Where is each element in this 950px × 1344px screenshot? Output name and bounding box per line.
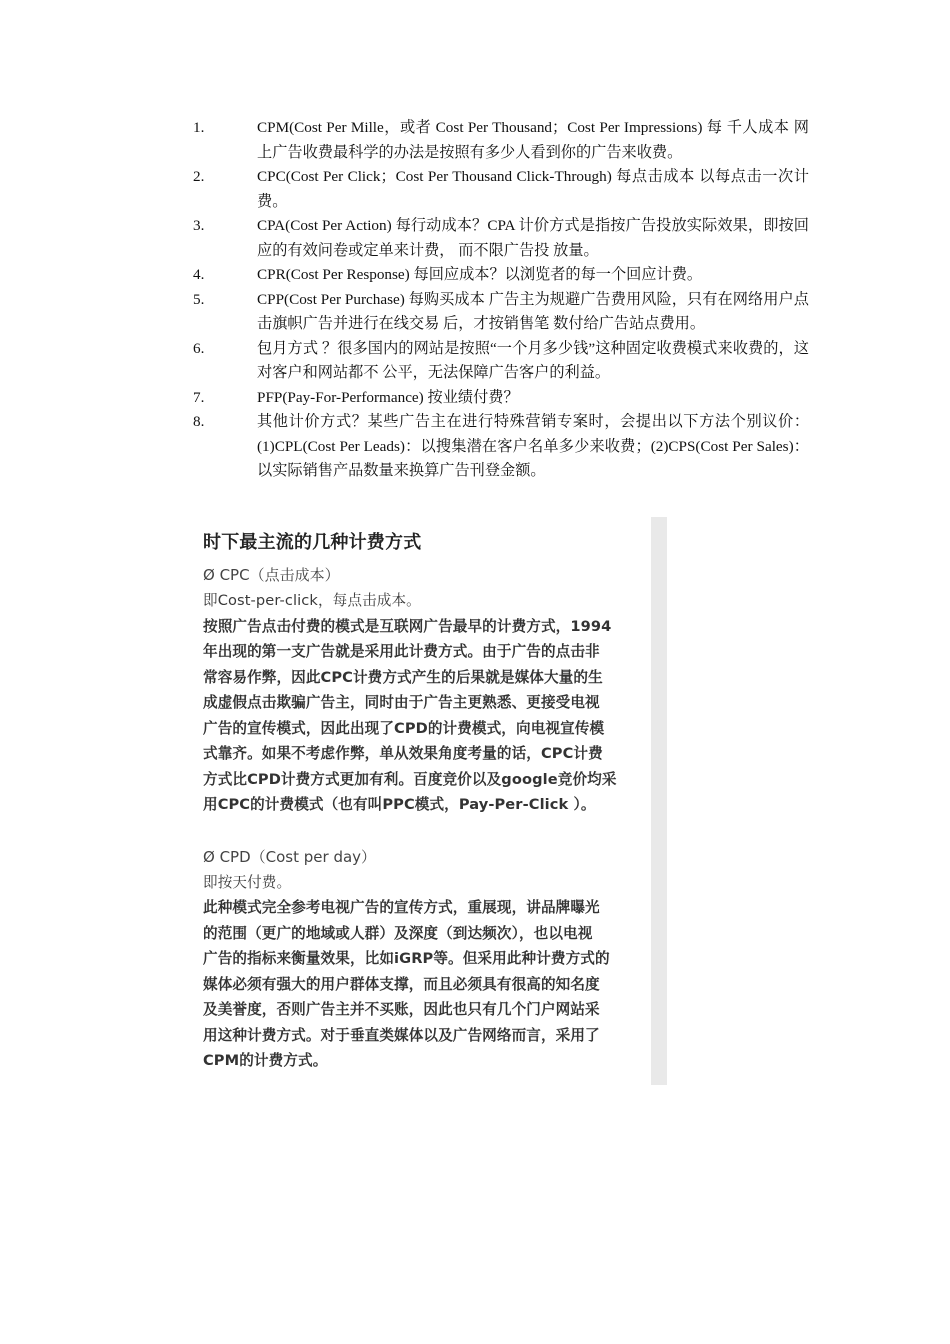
cpd-line: 用这种计费方式。对于垂直类媒体以及广告网络而言，采用了 (203, 1026, 600, 1044)
list-item-7 (193, 386, 813, 411)
cpd-line: 广告的指标来衡量效果，比如iGRP等。但采用此种计费方式的 (203, 950, 610, 967)
item-number: 4. (193, 266, 205, 283)
cpd-line: 及美誉度，否则广告主并不买账，因此也只有几个门户网站采 (203, 1001, 600, 1018)
item-number: 3. (193, 217, 205, 234)
list-item-5 (193, 288, 813, 337)
item-text: CPC(Cost Per Click；Cost Per Thousand Click-Through) 每点击成本 以每点击一次计费。 (257, 168, 809, 210)
pricing-methods-list (193, 116, 813, 484)
item-text: CPM(Cost Per Mille，或者 Cost Per Thousand；Cost Per Impressions) 每 千人成本 网上广告收费最科学的办法是按照有多少人看到你的广告来收费。 (257, 119, 809, 161)
screenshot-content (203, 517, 643, 1074)
cpc-line: 广告的宣传模式，因此出现了CPD的计费模式，向电视宣传模 (203, 719, 605, 737)
cpc-line: 年出现的第一支广告就是采用此计费方式。由于广告的点击非 (203, 643, 600, 660)
list-item-2 (193, 165, 813, 214)
item-number: 2. (193, 168, 205, 185)
item-number: 6. (193, 339, 205, 357)
item-text: 包月方式 ？很多国内的网站是按照“一个月多少钱”这种固定收费模式来收费的，这 对客户和网站都不 公平，无法保障广告客户的利益。 (257, 339, 809, 381)
cpd-line: 此种模式完全参考电视广告的宣传方式，重展现，讲品牌曝光 (203, 899, 600, 916)
cpd-line: 即按天付费。 (203, 873, 292, 891)
item-number: 7. (193, 388, 205, 406)
cpd-line: CPM的计费方式。 (203, 1052, 328, 1069)
panel-heading: 时下最主流的几种计费方式 (203, 532, 422, 553)
section-gap (203, 818, 643, 844)
item-text: 其他计价方式？某些广告主在进行特殊营销专案时，会提出以下方法个别议价：(1)CPL(Cost Per Leads)：以搜集潜在客户名单多少来收费；(2)CPS(Cost Per Sales)：以实际销售产品数量来换算广告刊登金额。 (257, 413, 809, 479)
cpc-line: 成虚假点击欺骗广告主，同时由于广告主更熟悉、更接受电视 (203, 694, 600, 711)
cpd-heading: Ø CPD（Cost per day） (203, 847, 377, 866)
embedded-screenshot (193, 517, 667, 1085)
item-text: CPA(Cost Per Action) 每行动成本？CPA 计价方式是指按广告投放实际效果，即按回应的有效问卷或定单来计费， 而不限广告投 放量。 (257, 217, 809, 259)
cpd-line: 媒体必须有强大的用户群体支撑，而且必须具有很高的知名度 (203, 975, 600, 993)
cpc-heading: Ø CPC（点击成本） (203, 566, 340, 584)
item-number: 5. (193, 290, 205, 308)
list-item-6 (193, 337, 813, 386)
list-item-3 (193, 214, 813, 263)
scrollbar[interactable] (651, 517, 667, 1085)
list-item-8 (193, 410, 813, 484)
cpc-line: 方式比CPD计费方式更加有利。百度竞价以及google竞价均采 (203, 770, 617, 788)
item-text: CPR(Cost Per Response) 每回应成本？以浏览者的每一个回应计费。 (257, 266, 703, 283)
list-item-1 (193, 116, 813, 165)
item-text: PFP(Pay-For-Performance) 按业绩付费？ (257, 388, 519, 406)
cpc-line: 按照广告点击付费的模式是互联网广告最早的计费方式，1994 (203, 617, 612, 635)
cpc-line: 式靠齐。如果不考虑作弊，单从效果角度考量的话，CPC计费 (203, 745, 603, 762)
list-item-4 (193, 263, 813, 288)
item-number: 8. (193, 413, 205, 430)
cpc-line: 用CPC的计费模式（也有叫PPC模式，Pay-Per-Click ）。 (203, 796, 596, 813)
cpc-line: 即Cost-per-click，每点击成本。 (203, 592, 421, 609)
item-text: CPP(Cost Per Purchase) 每购买成本 广告主为规避广告费用风险，只有在网络用户点击旗帜广告并进行在线交易 后，才按销售笔 数付给广告站点费用。 (257, 290, 809, 332)
cpc-line: 常容易作弊，因此CPC计费方式产生的后果就是媒体大量的生 (203, 668, 603, 686)
cpd-line: 的范围（更广的地域或人群）及深度（到达频次），也以电视 (203, 924, 593, 942)
item-number: 1. (193, 119, 205, 136)
